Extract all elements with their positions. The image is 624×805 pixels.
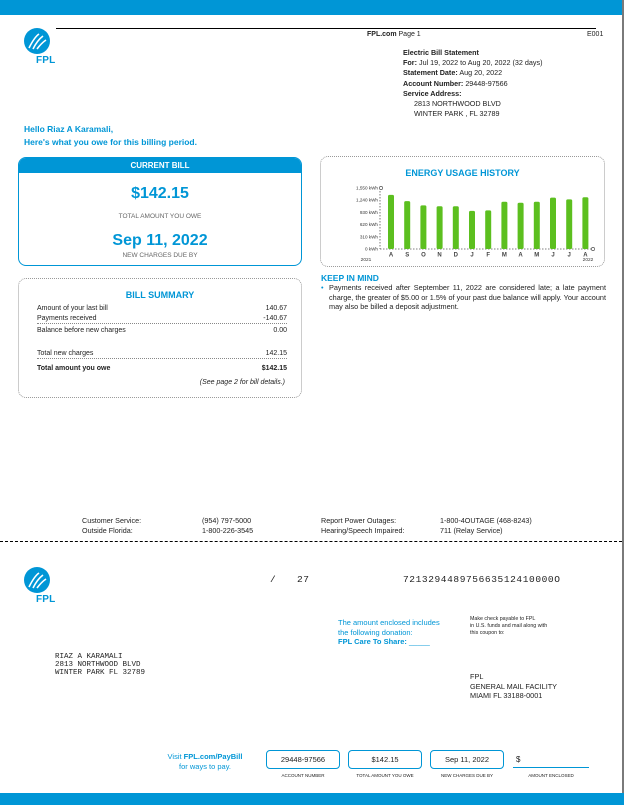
summary-value: -140.67 <box>263 315 287 322</box>
donation-program: FPL Care To Share: <box>338 637 407 646</box>
visit-line2: for ways to pay. <box>179 761 231 771</box>
x-tick-label: F <box>486 252 491 259</box>
y-tick-label: 930 kWh <box>359 209 378 215</box>
contact-label: Report Power Outages: <box>321 516 397 525</box>
contact-phone[interactable]: 711 (Relay Service) <box>440 525 503 535</box>
y-tick-label: 1,550 kWh <box>356 185 378 191</box>
greeting-line2: Here's what you owe for this billing period. <box>24 136 197 147</box>
customer-name: RIAZ A KARAMALI <box>55 653 123 661</box>
customer-street: 2813 NORTHWOOD BLVD <box>55 661 141 669</box>
contact-label: Customer Service: <box>82 516 142 525</box>
current-bill-amount-label: TOTAL AMOUNT YOU OWE <box>118 213 202 220</box>
x-tick-label: O <box>421 252 426 259</box>
contact-label: Hearing/Speech Impaired: <box>321 525 405 535</box>
summary-label: Total amount you owe <box>37 365 111 372</box>
usage-bar <box>582 197 588 249</box>
period-label: For: <box>403 58 417 68</box>
y-tick-label: 1,240 kWh <box>356 197 378 203</box>
site-link[interactable]: FPL.com <box>367 31 397 38</box>
current-bill-title: CURRENT BILL <box>19 158 301 173</box>
customer-mailing-address <box>55 653 145 677</box>
service-address-line1: 2813 NORTHWOOD BLVD <box>414 99 501 109</box>
svg-text:2022: 2022 <box>582 258 594 263</box>
contact-phone[interactable]: (954) 797-5000 <box>202 516 252 525</box>
statement-date: Aug 20, 2022 <box>459 68 503 78</box>
x-tick-label: J <box>551 252 555 259</box>
contact-labels-right <box>321 516 405 535</box>
usage-bar <box>420 205 426 249</box>
fpl-logo <box>20 28 60 70</box>
coupon-total-owe: $142.15 <box>348 750 422 769</box>
usage-bar <box>453 206 459 249</box>
paybill-link[interactable]: FPL.com/PayBill <box>183 752 243 761</box>
x-tick-label: A <box>388 252 394 259</box>
contact-phone[interactable]: 1-800-226-3545 <box>202 525 254 535</box>
keep-in-mind-title: KEEP IN MIND <box>321 273 379 283</box>
fpl-wordmark: FPL <box>36 55 56 66</box>
keep-in-mind-text: • Payments received after September 11, 2022 are considered late; a late payment charge, the greater of $5.00 or 1.5% of your past due balance will apply. Your account may also be billed a deposit adjustment. <box>321 283 606 312</box>
account-number-label: Account Number: <box>403 78 464 88</box>
current-bill-due-date: Sep 11, 2022 <box>112 232 208 249</box>
bill-summary-title: BILL SUMMARY <box>125 290 195 300</box>
visit-paybill <box>150 752 260 771</box>
fpl-logo-coupon <box>20 567 60 609</box>
summary-value: $142.15 <box>261 365 287 372</box>
doc-code: E001 <box>587 31 604 38</box>
contact-values-right <box>440 516 532 535</box>
greeting <box>24 123 197 148</box>
payable-line: in U.S. funds and mail along with <box>470 623 548 629</box>
usage-bar <box>469 211 475 249</box>
x-tick-label: A <box>583 252 588 259</box>
fpl-globe-icon <box>24 567 50 593</box>
x-tick-label: D <box>453 252 458 259</box>
summary-row <box>37 326 287 336</box>
summary-note: (See page 2 for bill details.) <box>199 379 285 386</box>
summary-value: 142.15 <box>265 350 287 357</box>
page-info <box>367 31 421 38</box>
amount-enclosed-label: AMOUNT ENCLOSED <box>528 773 574 778</box>
summary-value: 140.67 <box>265 305 287 312</box>
payable-instructions <box>470 616 547 637</box>
energy-usage-title: ENERGY USAGE HISTORY <box>405 168 520 178</box>
statement-date-label: Statement Date: <box>403 68 458 78</box>
account-number: 29448-97566 <box>465 78 508 88</box>
y-tick-label: 310 kWh <box>359 234 378 240</box>
top-brand-band <box>0 0 624 15</box>
contact-phone[interactable]: 1-800-4OUTAGE (468-8243) <box>440 516 532 525</box>
header-rule <box>56 28 596 29</box>
statement-title: Electric Bill Statement <box>403 48 479 57</box>
fpl-wordmark: FPL <box>36 594 56 605</box>
summary-row <box>37 304 287 314</box>
x-tick-label: S <box>405 252 410 259</box>
remit-line: MIAMI FL 33188-0001 <box>470 691 543 700</box>
x-tick-label: J <box>567 252 571 259</box>
remit-line: FPL <box>470 672 484 681</box>
contact-labels-left <box>82 516 141 535</box>
summary-label: Total new charges <box>37 350 94 357</box>
x-tick-label: M <box>501 252 507 259</box>
x-tick-label: J <box>470 252 474 259</box>
donation-note <box>338 618 440 647</box>
usage-bar <box>437 206 443 249</box>
payable-line: this coupon to: <box>470 630 505 636</box>
summary-label: Payments received <box>37 315 97 322</box>
payable-line: Make check payable to FPL <box>470 616 536 622</box>
energy-usage-card <box>320 156 605 267</box>
usage-bar <box>501 202 507 249</box>
statement-info <box>403 48 542 119</box>
contact-label: Outside Florida: <box>82 525 133 535</box>
bottom-brand-band <box>0 793 624 805</box>
y-tick-label: 0 kWh <box>364 246 378 252</box>
coupon-due-date-label: NEW CHARGES DUE BY <box>440 773 493 778</box>
contact-values-left <box>202 516 253 535</box>
greeting-line1: Hello Riaz A Karamali, <box>24 124 114 134</box>
visit-prefix: Visit <box>167 752 184 761</box>
remit-line: GENERAL MAIL FACILITY <box>470 681 558 691</box>
coupon-total-owe-label: TOTAL AMOUNT YOU OWE <box>356 773 414 778</box>
coupon-scanline: 721329448975663512410000O <box>403 574 561 585</box>
y-tick-label: 620 kWh <box>359 222 378 228</box>
coupon-sequence: 27 <box>297 574 310 585</box>
coupon-account-number: 29448-97566 <box>266 750 340 769</box>
tear-line <box>0 541 622 542</box>
donation-line: The amount enclosed includes <box>338 618 440 627</box>
donation-amount-field[interactable]: _____ <box>409 637 430 646</box>
donation-line: the following donation: <box>338 627 413 637</box>
usage-bar <box>534 202 540 249</box>
current-bill-amount: $142.15 <box>131 185 189 202</box>
coupon-due-date: Sep 11, 2022 <box>430 750 504 769</box>
svg-text:2021: 2021 <box>360 258 372 263</box>
x-tick-label: A <box>518 252 523 259</box>
x-tick-label: N <box>437 252 442 259</box>
summary-row <box>37 349 287 359</box>
x-tick-label: M <box>534 252 540 259</box>
usage-bar <box>566 199 572 249</box>
current-bill-due-label: NEW CHARGES DUE BY <box>122 252 198 259</box>
amount-enclosed-field[interactable]: $ <box>513 752 589 768</box>
service-address-label: Service Address: <box>403 88 462 98</box>
bill-summary-card <box>18 278 302 398</box>
coupon-account-number-label: ACCOUNT NUMBER <box>281 773 325 778</box>
usage-bar <box>388 195 394 249</box>
energy-usage-chart <box>321 157 606 268</box>
summary-row-total <box>37 364 287 374</box>
summary-row <box>37 314 287 324</box>
fpl-globe-icon <box>24 28 50 54</box>
summary-label: Amount of your last bill <box>37 305 108 312</box>
summary-value: 0.00 <box>273 327 287 334</box>
billing-period: Jul 19, 2022 to Aug 20, 2022 (32 days) <box>418 58 543 68</box>
usage-bar <box>550 198 556 249</box>
keep-in-mind <box>321 273 606 312</box>
usage-bar <box>404 201 410 249</box>
summary-label: Balance before new charges <box>37 327 126 334</box>
usage-bar <box>518 203 524 249</box>
service-address-line2: WINTER PARK , FL 32789 <box>414 109 500 119</box>
current-bill-card <box>18 157 302 266</box>
usage-bar <box>485 210 491 249</box>
coupon-slash: / <box>270 574 277 585</box>
page-number: Page 1 <box>398 31 421 38</box>
customer-city: WINTER PARK FL 32789 <box>55 669 146 677</box>
remit-address <box>470 672 557 701</box>
